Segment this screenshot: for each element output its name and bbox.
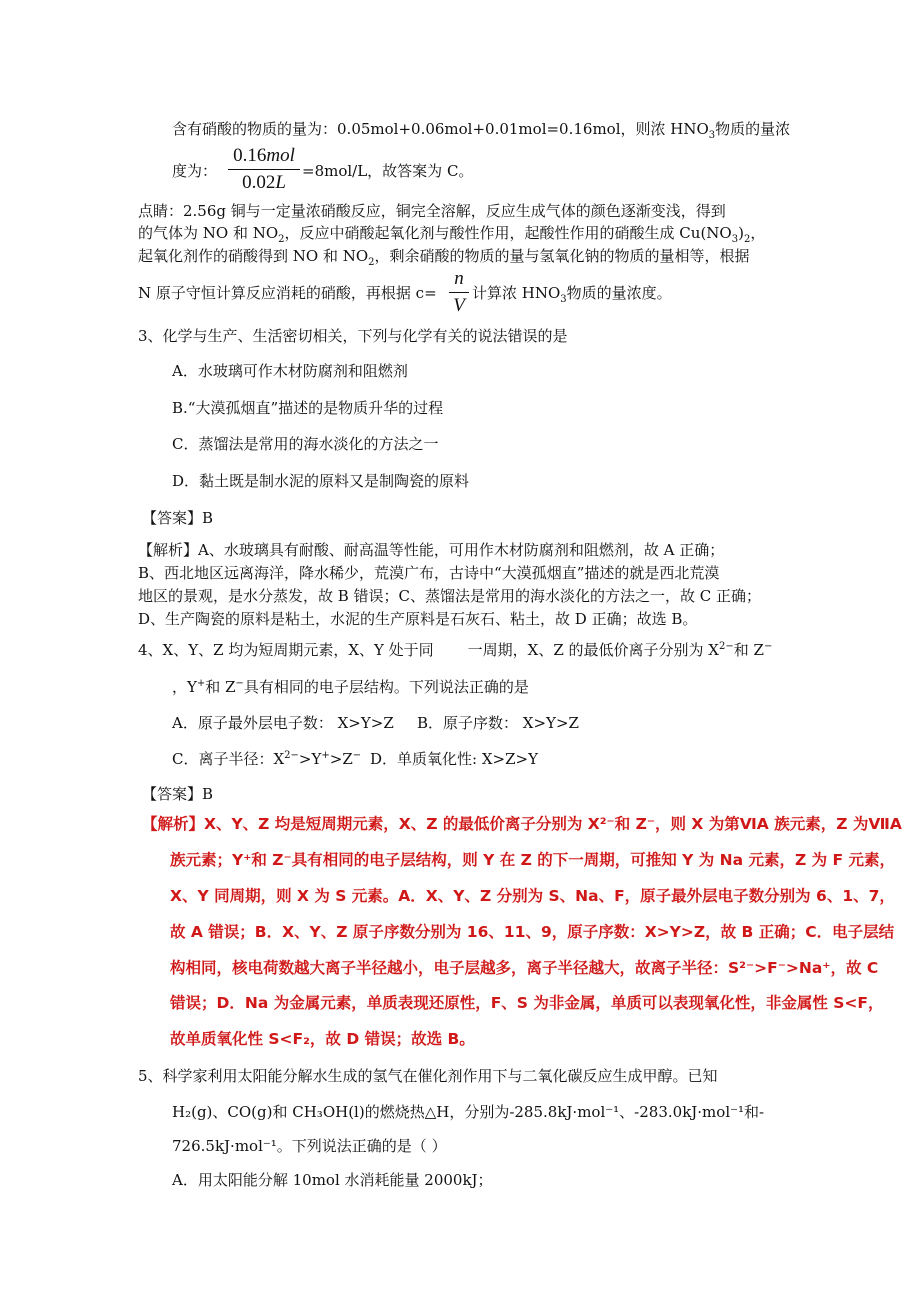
q3-analysis-4: D、生产陶瓷的原料是粘土，水泥的生产原料是石灰石、粘土，故 D 正确；故选 B。 <box>138 610 698 628</box>
q3-option-c: C．蒸馏法是常用的海水淡化的方法之一 <box>172 435 439 453</box>
tip-fraction: n V <box>449 268 469 317</box>
q4-stem-2: ，Y+和 Z−具有相同的电子层结构。下列说法正确的是 <box>172 678 529 696</box>
q3-option-d: D．黏土既是制水泥的原料又是制陶瓷的原料 <box>172 472 470 490</box>
tip-line-4a: N 原子守恒计算反应消耗的硝酸，再根据 c= <box>138 284 437 302</box>
q4-option-a: A．原子最外层电子数： X>Y>Z <box>172 714 394 732</box>
tip-line-2: 的气体为 NO 和 $NO_2$，反应中硝酸起氧化剂与酸性作用，起酸性作用的硝酸生成 $Cu(NO_3)_2$， <box>138 224 766 245</box>
q3-analysis-3: 地区的景观，是水分蒸发，故 B 错误；C、蒸馏法是常用的海水淡化的方法之一，故 C 正确； <box>138 587 762 605</box>
tip-line-4b: 计算浓 $HNO_3$物质的量浓度。 <box>472 284 672 305</box>
tip-line-3: 起氧化剂作的硝酸得到 NO 和 $NO_2$，剩余硝酸的物质的量与氢氧化钠的物质的量相等，根据 <box>138 247 750 268</box>
q4-analysis-7: 故单质氧化性 S<F₂，故 D 错误；故选 B。 <box>170 1030 475 1048</box>
q4-option-d: D．单质氧化性: X>Z>Y <box>370 750 538 768</box>
q3-stem: 3、化学与生产、生活密切相关，下列与化学有关的说法错误的是 <box>138 327 568 345</box>
q2-line-2-end: =8mol/L，故答案为 C。 <box>302 162 474 180</box>
q3-analysis-2: B、西北地区远离海洋，降水稀少，荒漠广布，古诗中“大漠孤烟直”描述的就是西北荒漠 <box>138 564 720 582</box>
q4-analysis-2: 族元素；Y⁺和 Z⁻具有相同的电子层结构，则 Y 在 Z 的下一周期，可推知 Y 为 Na 元素，Z 为 F 元素， <box>170 851 896 869</box>
q4-option-b: B．原子序数： X>Y>Z <box>417 714 579 732</box>
q5-option-a: A．用太阳能分解 10mol 水消耗能量 2000kJ； <box>172 1171 493 1189</box>
q4-stem-1: 4、X、Y、Z 均为短周期元素，X、Y 处于同 一周期，X、Z 的最低价离子分别为 $X^{2-}$和 Z− <box>138 641 773 659</box>
tip-line-1: 点睛：2.56g 铜与一定量浓硝酸反应，铜完全溶解，反应生成气体的颜色逐渐变浅，得到 <box>138 202 726 220</box>
q5-stem-1: 5、科学家利用太阳能分解水生成的氢气在催化剂作用下与二氧化碳反应生成甲醇。已知 <box>138 1067 718 1085</box>
q4-analysis-5: 构相同，核电荷数越大离子半径越小，电子层越多，离子半径越大，故离子半径：S²⁻>F⁻>Na⁺，故 C <box>170 959 879 977</box>
q3-option-a: A．水玻璃可作木材防腐剂和阻燃剂 <box>172 362 408 380</box>
q4-analysis-4: 故 A 错误；B．X、Y、Z 原子序数分别为 16、11、9，原子序数：X>Y>Z，故 B 正确；C．电子层结 <box>170 923 895 941</box>
q4-analysis-3: X、Y 同周期，则 X 为 S 元素。A．X、Y、Z 分别为 S、Na、F，原子最外层电子数分别为 6、1、7， <box>170 887 895 905</box>
q4-option-c: C．离子半径：$X^{2-}>Y^+>Z^-$ <box>172 750 362 768</box>
q5-stem-2: H₂(g)、CO(g)和 CH₃OH(l)的燃烧热△H，分别为-285.8kJ·mol⁻¹、-283.0kJ·mol⁻¹和- <box>172 1103 765 1121</box>
q4-answer: 【答案】B <box>142 785 214 803</box>
q3-option-b: B.“大漠孤烟直”描述的是物质升华的过程 <box>172 399 444 417</box>
q3-analysis-1: 【解析】A、水玻璃具有耐酸、耐高温等性能，可用作木材防腐剂和阻燃剂，故 A 正确； <box>138 541 725 559</box>
q3-answer: 【答案】B <box>142 509 214 527</box>
q2-line-1: 含有硝酸的物质的量为：0.05mol+0.06mol+0.01mol=0.16mol，则浓 $HNO_3$物质的量浓 <box>172 120 791 141</box>
q5-stem-3: 726.5kJ·mol⁻¹。下列说法正确的是（ ） <box>172 1137 447 1155</box>
q2-fraction: 0.16mol 0.02L <box>228 145 300 194</box>
q2-line-2-label: 度为： <box>172 162 218 180</box>
q4-analysis-1: 【解析】X、Y、Z 均是短周期元素，X、Z 的最低价离子分别为 X²⁻和 Z⁻，则 X 为第ⅥA 族元素，Z 为ⅦA <box>142 815 902 833</box>
q4-analysis-6: 错误；D．Na 为金属元素，单质表现还原性，F、S 为非金属，单质可以表现氧化性，非金属性 S<F， <box>170 994 884 1012</box>
